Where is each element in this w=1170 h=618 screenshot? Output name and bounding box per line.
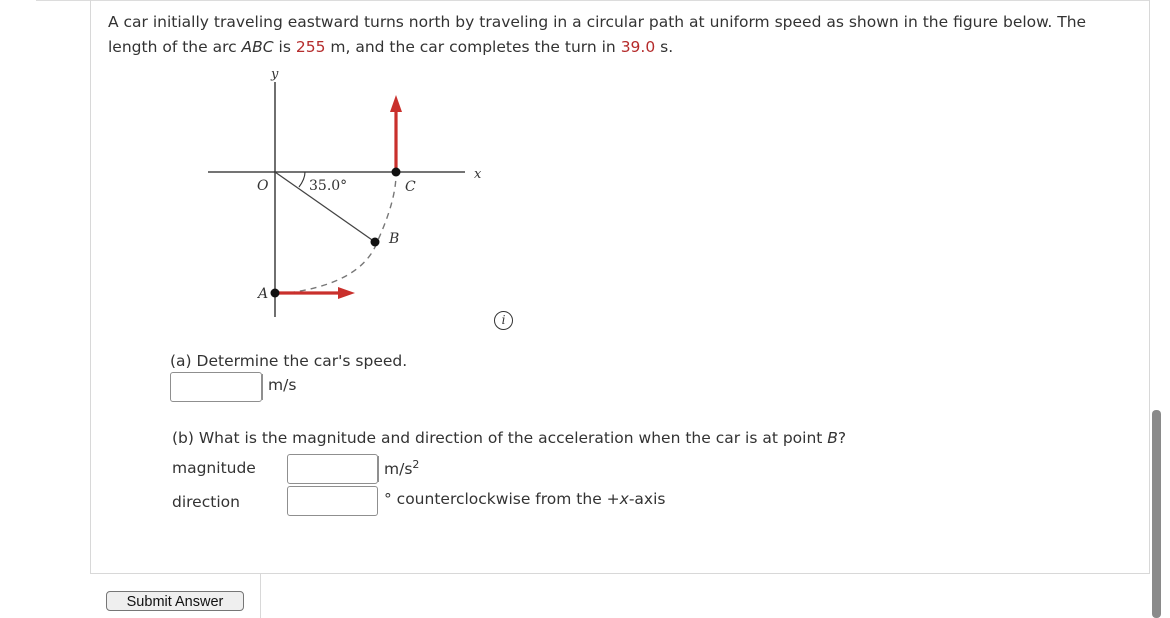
point-c-label: C bbox=[405, 179, 416, 195]
unit-divider bbox=[262, 374, 263, 400]
point-a-dot bbox=[271, 289, 280, 298]
speed-input[interactable] bbox=[170, 372, 262, 402]
magnitude-unit: $m/s^2$ bbox=[384, 458, 420, 479]
part-a-question: (a) Determine the car's speed. bbox=[170, 352, 408, 370]
point-b-dot bbox=[371, 238, 380, 247]
direction-unit: ° counterclockwise from the +x-axis bbox=[384, 490, 666, 508]
point-b-ref: B bbox=[827, 429, 838, 447]
scrollbar-thumb[interactable] bbox=[1152, 410, 1161, 618]
point-c-dot bbox=[392, 168, 401, 177]
arc-length-value: 255 bbox=[295, 38, 326, 56]
speed-unit: m/s bbox=[268, 376, 297, 394]
submit-answer-button[interactable]: Submit Answer bbox=[106, 591, 244, 611]
point-a-label: A bbox=[258, 286, 269, 302]
magnitude-input[interactable] bbox=[287, 454, 378, 484]
point-b-label: B bbox=[389, 231, 400, 247]
direction-label: direction bbox=[172, 493, 240, 511]
arc-name: ABC bbox=[241, 38, 274, 56]
time-value: 39.0 bbox=[620, 38, 656, 56]
circular-path-figure bbox=[200, 62, 500, 324]
angle-label: 35.0° bbox=[309, 178, 348, 194]
origin-label: O bbox=[257, 178, 269, 194]
magnitude-label: magnitude bbox=[172, 459, 256, 477]
y-axis-label: y bbox=[271, 67, 279, 82]
angle-arc bbox=[299, 172, 305, 187]
part-b-question: (b) What is the magnitude and direction of the acceleration when the car is at point B? bbox=[172, 429, 847, 447]
footer-divider bbox=[260, 574, 1150, 618]
unit-divider bbox=[378, 456, 379, 482]
x-axis-label: x bbox=[474, 167, 482, 182]
problem-statement: A car initially traveling eastward turns north by traveling in a circular path at uniform speed as shown in the figure below. The length of the arc ABC is 255 m, and the car completes the turn in 39.0 s. bbox=[108, 13, 1087, 56]
info-icon[interactable]: i bbox=[494, 311, 513, 330]
direction-input[interactable] bbox=[287, 486, 378, 516]
